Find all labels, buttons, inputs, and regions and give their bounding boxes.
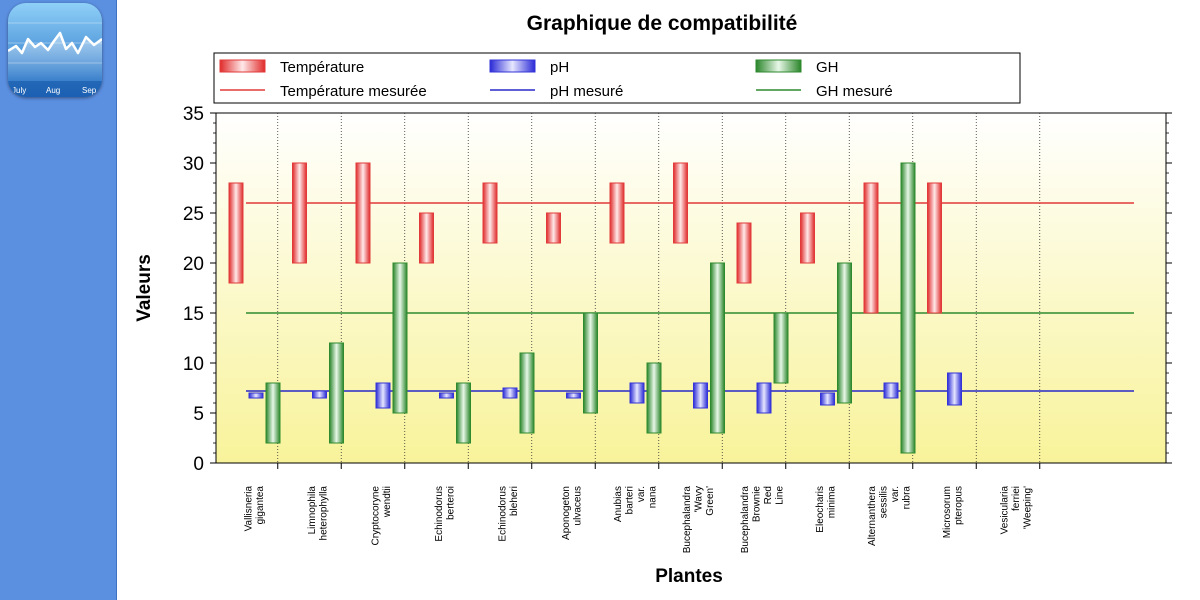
ph-bar (694, 383, 708, 408)
legend-gh-swatch (756, 60, 801, 72)
ph-bar (630, 383, 644, 403)
gh-bar (711, 263, 725, 433)
y-tick-label: 20 (182, 254, 204, 275)
ph-bar (249, 393, 263, 398)
gh-bar (774, 313, 788, 383)
x-category-label: Green' (705, 486, 716, 516)
y-tick-label: 25 (182, 204, 204, 225)
icon-month-label: Aug (46, 86, 61, 95)
legend-temperature-swatch (220, 60, 265, 72)
x-category-label: Vallisneria (243, 486, 255, 532)
ph-bar (313, 391, 327, 398)
y-tick-label: 15 (182, 304, 204, 325)
ph-bar (948, 373, 962, 405)
y-tick-label: 0 (193, 454, 204, 475)
gh-bar (584, 313, 598, 413)
y-tick-label: 35 (182, 104, 204, 125)
x-category-label: barteri (624, 486, 636, 515)
gh-bar (838, 263, 852, 403)
temperature-bar (928, 183, 942, 313)
x-category-label: berteroi (445, 486, 457, 520)
legend-gh-label: GH (816, 59, 839, 76)
x-category-label: nana (647, 486, 659, 509)
x-category-label: Line (774, 486, 786, 505)
x-category-label: var. (635, 486, 647, 503)
x-category-label: Anubias (612, 486, 624, 523)
x-category-label: Red (762, 486, 774, 505)
x-category-label: gigantea (254, 486, 266, 525)
x-category-label: Aponogeton (560, 486, 572, 540)
x-category-label: Eleocharis (814, 486, 826, 533)
ph-bar (567, 393, 581, 398)
gh-bar (393, 263, 407, 413)
temperature-bar (483, 183, 497, 243)
x-category-label: bleheri (508, 486, 520, 517)
legend-ph-swatch (490, 60, 535, 72)
y-tick-label: 30 (182, 154, 204, 175)
x-category-label: sessilis (878, 486, 890, 519)
temperature-bar (420, 213, 434, 263)
x-category-label: Echinodorus (497, 486, 509, 542)
temperature-bar (801, 213, 815, 263)
x-category-label: Alternanthera (866, 486, 878, 547)
x-category-label: Microsorum (941, 486, 953, 539)
gh-bar (901, 163, 915, 453)
temperature-bar (356, 163, 370, 263)
temperature-bar (864, 183, 878, 313)
gh-bar (457, 383, 471, 443)
gh-bar (330, 343, 344, 443)
x-category-label: 'Weeping' (1022, 486, 1034, 530)
legend-ph-measured-label: pH mesuré (550, 83, 624, 100)
gh-bar (266, 383, 280, 443)
stocks-app-icon[interactable] (8, 3, 102, 97)
temperature-bar (737, 223, 751, 283)
legend-gh-measured-label: GH mesuré (816, 83, 893, 100)
x-category-label: Cryptocoryne (370, 486, 382, 546)
icon-month-label: July (12, 86, 27, 95)
y-axis-title: Valeurs (134, 254, 155, 322)
ph-bar (821, 393, 835, 405)
ph-bar (884, 383, 898, 398)
x-category-label: ferriei (1011, 486, 1022, 512)
temperature-bar (293, 163, 307, 263)
x-category-label: Bucephalandra (739, 486, 751, 554)
chart-legend (214, 53, 1020, 103)
stocks-chart-icon (8, 3, 102, 97)
y-tick-label: 10 (182, 354, 204, 375)
x-category-label: heterophylla (318, 486, 330, 541)
x-category-label: wendtii (381, 486, 393, 518)
x-category-label: Echinodorus (433, 486, 445, 542)
x-category-label: Brownie (751, 486, 763, 523)
x-category-label: Bucephalandra (682, 486, 693, 554)
temperature-bar (547, 213, 561, 243)
ph-bar (376, 383, 390, 408)
legend-temperature-label: Température (280, 59, 365, 76)
ph-bar (440, 393, 454, 398)
temperature-bar (674, 163, 688, 243)
x-category-label: ulvaceus (572, 486, 584, 526)
compatibility-chart (116, 0, 1200, 600)
ph-bar (503, 388, 517, 398)
temperature-bar (229, 183, 243, 283)
x-category-label: pteropus (953, 486, 965, 525)
ph-bar (757, 383, 771, 413)
chart-title: Graphique de compatibilité (526, 12, 798, 35)
x-category-label: minima (826, 486, 838, 519)
x-category-label: rubra (901, 486, 913, 510)
x-category-label: Vesicularia (999, 486, 1011, 535)
x-axis-title: Plantes (655, 566, 723, 587)
y-tick-label: 5 (193, 404, 204, 425)
gh-bar (520, 353, 534, 433)
x-category-label: Limnophila (306, 486, 318, 535)
x-category-label: 'Wavy (693, 486, 705, 513)
left-sidebar-panel (0, 0, 117, 600)
gh-bar (647, 363, 661, 433)
temperature-bar (610, 183, 624, 243)
legend-temperature-measured-label: Température mesurée (280, 83, 427, 100)
x-category-label: var. (889, 486, 901, 503)
legend-ph-label: pH (550, 59, 570, 76)
icon-month-label: Sep (82, 86, 97, 95)
